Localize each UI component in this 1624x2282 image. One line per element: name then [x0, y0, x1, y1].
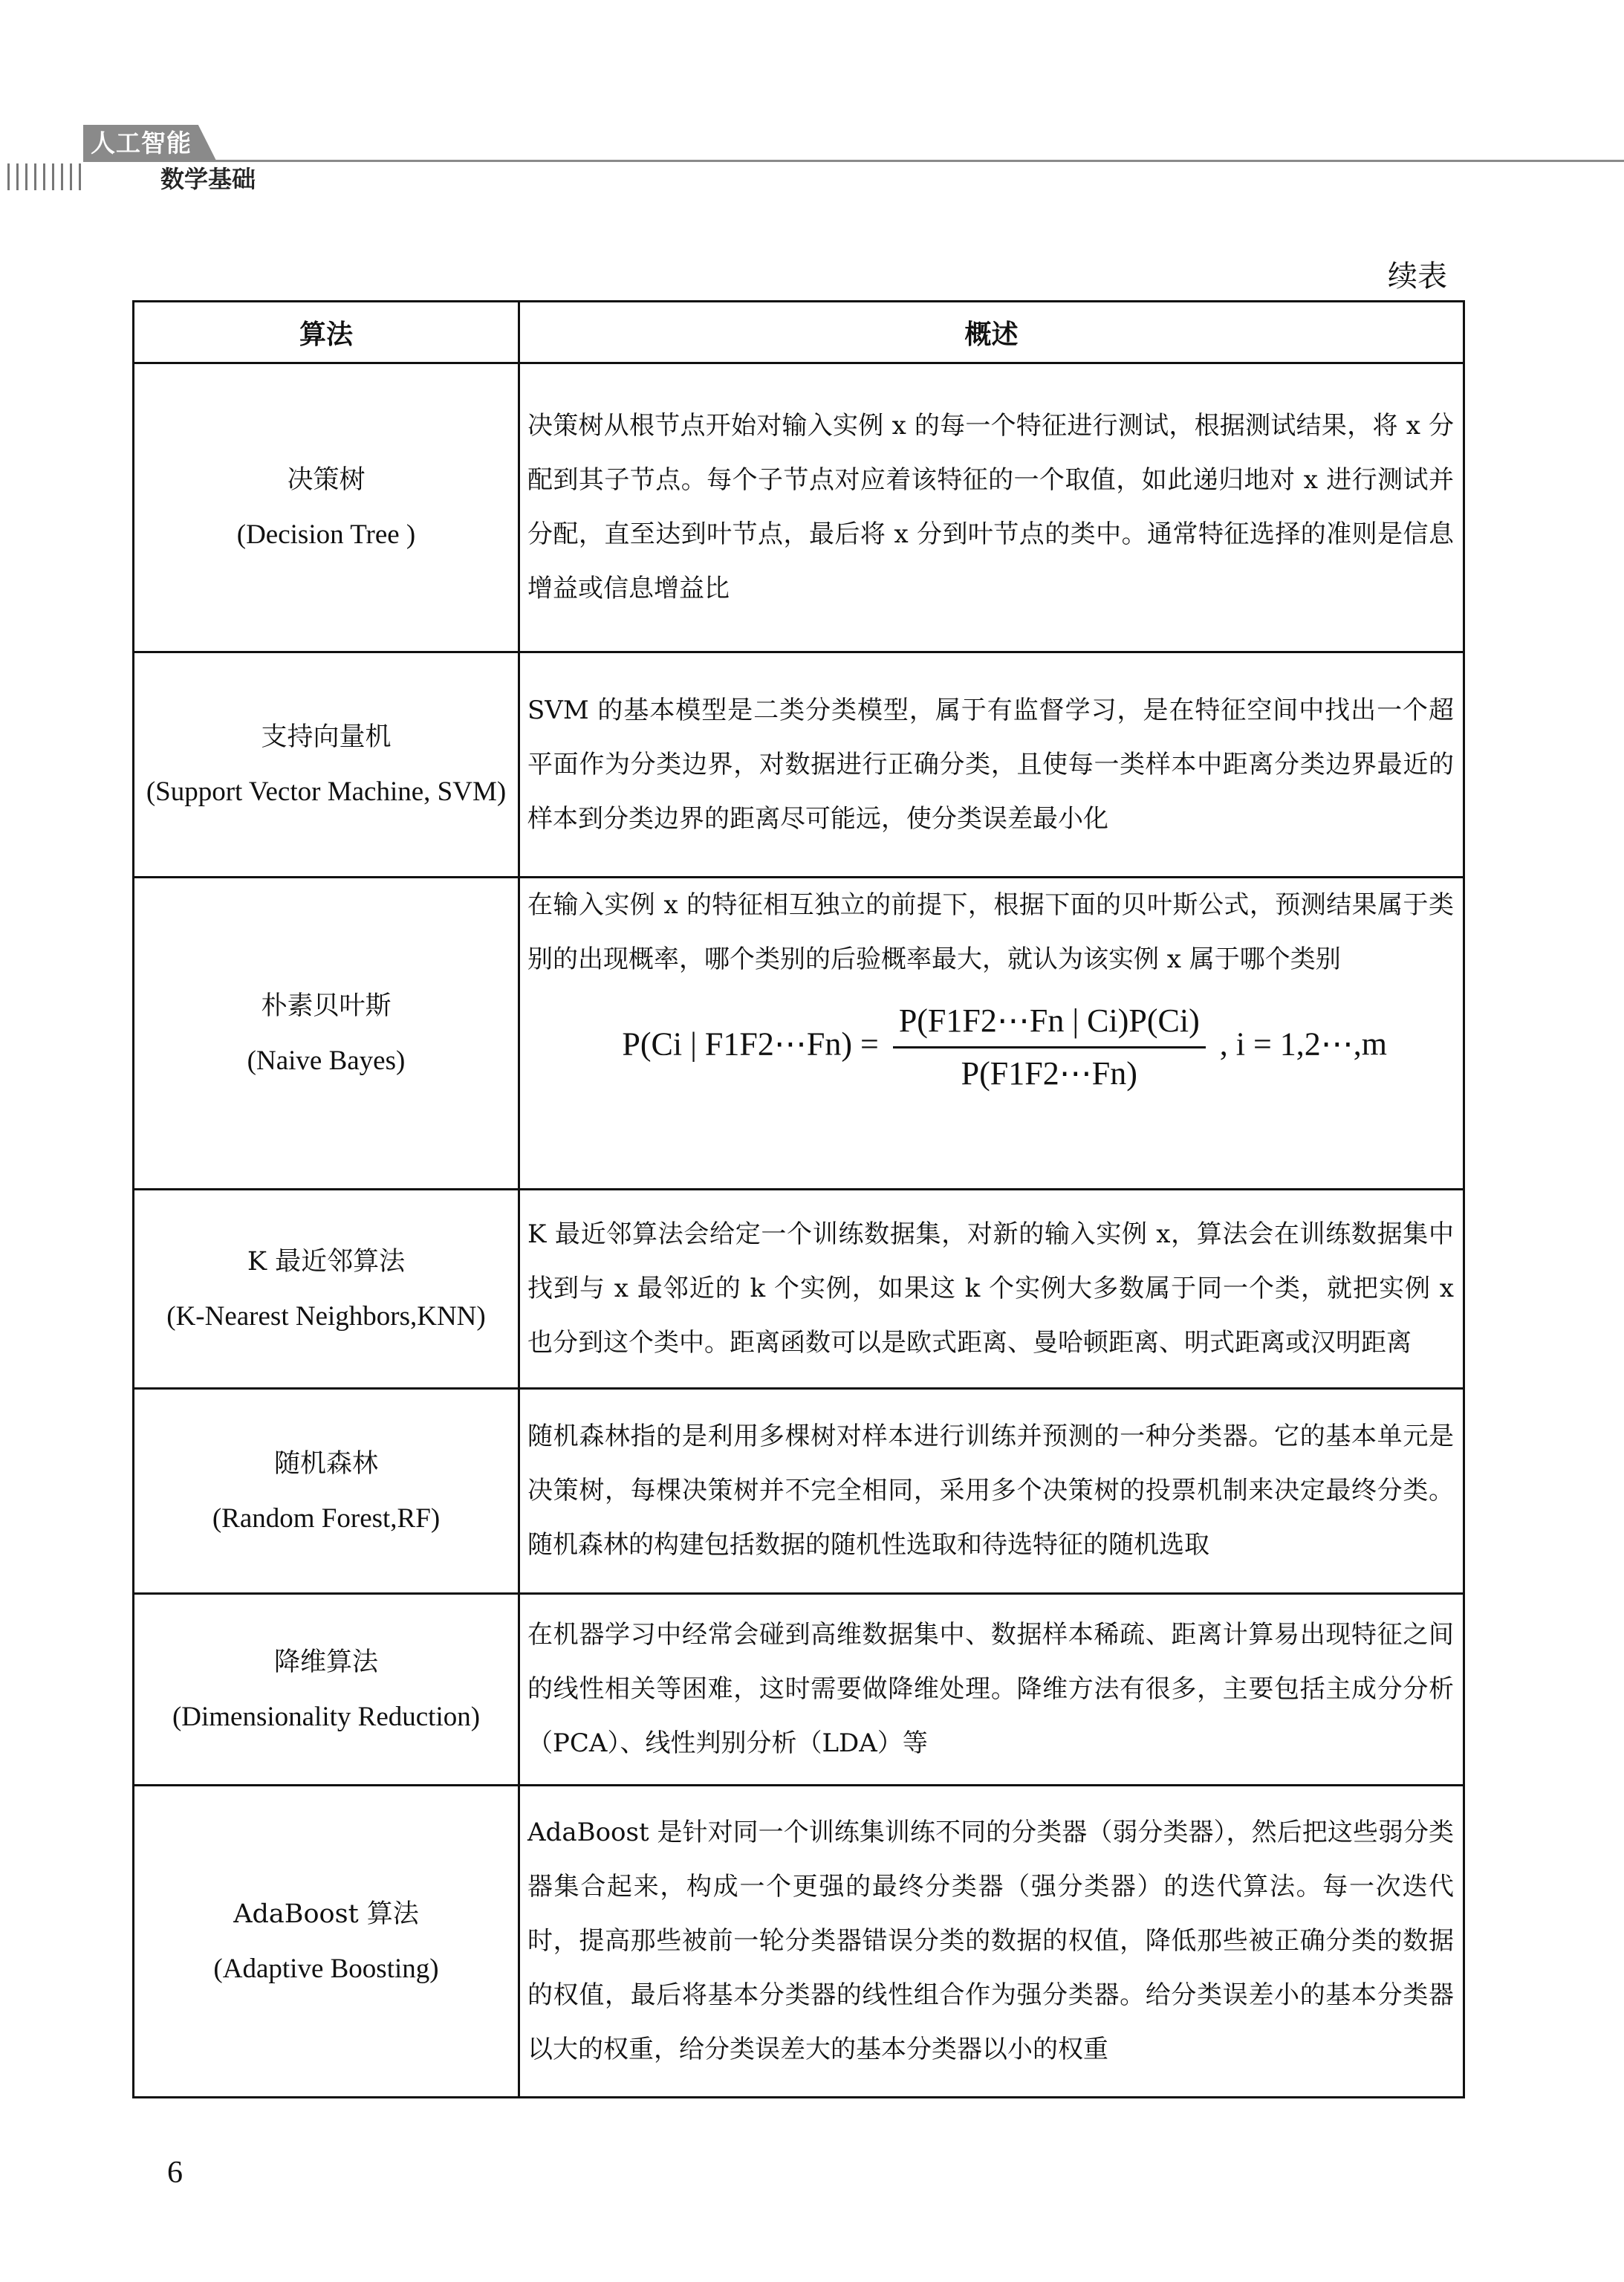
table-row	[134, 1389, 1464, 1594]
bayes-formula	[527, 999, 1454, 1096]
algorithm-name-cn: K 最近邻算法	[247, 1246, 406, 1277]
column-header-algorithm: 算法	[134, 302, 519, 363]
algorithm-description: 在输入实例 x 的特征相互独立的前提下，根据下面的贝叶斯公式，预测结果属于类别的出现概率，哪个类别的后验概率最大，就认为该实例 x 属于哪个类别	[527, 890, 1454, 974]
table-header-row	[134, 302, 1464, 363]
column-header-summary: 概述	[519, 302, 1464, 363]
algorithm-name-cn: 朴素贝叶斯	[261, 991, 392, 1021]
formula-denominator: P(F1F2⋯Fn)	[961, 1055, 1137, 1092]
algorithm-description: K 最近邻算法会给定一个训练数据集，对新的输入实例 x，算法会在训练数据集中找到与 x 最邻近的 k 个实例，如果这 k 个实例大多数属于同一个类，就把实例 x 也分到这个类中。距离函数可以是欧式距离、曼哈顿距离、明式距离或汉明距离	[519, 1190, 1464, 1389]
header-decoration	[7, 163, 85, 190]
algorithm-name-cn: AdaBoost 算法	[233, 1899, 419, 1929]
algorithm-name-en: (Decision Tree )	[236, 519, 416, 550]
table-row	[134, 1190, 1464, 1389]
algorithm-description: 在机器学习中经常会碰到高维数据集中、数据样本稀疏、距离计算易出现特征之间的线性相关等困难，这时需要做降维处理。降维方法有很多，主要包括主成分分析（PCA）、线性判别分析（LDA）等	[519, 1594, 1464, 1786]
algorithm-name-cn: 支持向量机	[261, 722, 392, 752]
table-row	[134, 878, 1464, 1190]
table-row	[134, 652, 1464, 878]
header-rule	[83, 160, 1624, 162]
algorithm-name-en: (Random Forest,RF)	[212, 1503, 441, 1534]
continued-label: 续表	[1388, 259, 1447, 294]
table-row	[134, 363, 1464, 652]
formula-range: , i = 1,2⋯,m	[1219, 1025, 1387, 1063]
algorithm-name-cell	[134, 1594, 519, 1786]
algorithm-name-cn: 随机森林	[273, 1448, 378, 1479]
algorithm-description: 决策树从根节点开始对输入实例 x 的每一个特征进行测试，根据测试结果，将 x 分配到其子节点。每个子节点对应着该特征的一个取值，如此递归地对 x 进行测试并分配，直至达到叶节点，最后将 x 分到叶节点的类中。通常特征选择的准则是信息增益或信息增益比	[519, 363, 1464, 652]
algorithm-name-cell	[134, 652, 519, 878]
algorithm-description-cell	[519, 878, 1464, 1190]
algorithm-name-cell	[134, 1389, 519, 1594]
page-number: 6	[167, 2156, 183, 2190]
table-row	[134, 1594, 1464, 1786]
algorithm-name-en: (Adaptive Boosting)	[213, 1953, 439, 1984]
algorithm-name-en: (K-Nearest Neighbors,KNN)	[166, 1300, 486, 1332]
algorithm-name-en: (Naive Bayes)	[247, 1045, 406, 1076]
book-title: 数学基础	[160, 165, 256, 193]
algorithm-description: 随机森林指的是利用多棵树对样本进行训练并预测的一种分类器。它的基本单元是决策树，每棵决策树并不完全相同，采用多个决策树的投票机制来决定最终分类。随机森林的构建包括数据的随机性选取和待选特征的随机选取	[519, 1389, 1464, 1594]
algorithm-name-cell	[134, 363, 519, 652]
algorithm-description: AdaBoost 是针对同一个训练集训练不同的分类器（弱分类器），然后把这些弱分类器集合起来，构成一个更强的最终分类器（强分类器）的迭代算法。每一次迭代时，提高那些被前一轮分类器错误分类的数据的权值，降低那些被正确分类的数据的权值，最后将基本分类器的线性组合作为强分类器。给分类误差小的基本分类器以大的权重，给分类误差大的基本分类器以小的权重	[519, 1786, 1464, 2098]
series-title: 人工智能	[91, 129, 192, 158]
algorithm-name-en: (Support Vector Machine, SVM)	[146, 777, 507, 807]
formula-numerator: P(F1F2⋯Fn | Ci)P(Ci)	[893, 999, 1206, 1048]
algorithm-name-cn: 降维算法	[273, 1647, 378, 1677]
algorithm-name-en: (Dimensionality Reduction)	[172, 1701, 481, 1732]
algorithm-name-cn: 决策树	[287, 465, 366, 495]
formula-fraction	[893, 999, 1206, 1096]
algorithm-name-cell	[134, 1786, 519, 2098]
algorithm-description: SVM 的基本模型是二类分类模型，属于有监督学习，是在特征空间中找出一个超平面作为分类边界，对数据进行正确分类，且使每一类样本中距离分类边界最近的样本到分类边界的距离尽可能远，使分类误差最小化	[519, 652, 1464, 878]
algorithm-name-cell	[134, 1190, 519, 1389]
formula-lhs: P(Ci | F1F2⋯Fn) =	[622, 1025, 879, 1063]
algorithm-table	[132, 300, 1465, 2098]
algorithm-name-cell	[134, 878, 519, 1190]
table-row	[134, 1786, 1464, 2098]
